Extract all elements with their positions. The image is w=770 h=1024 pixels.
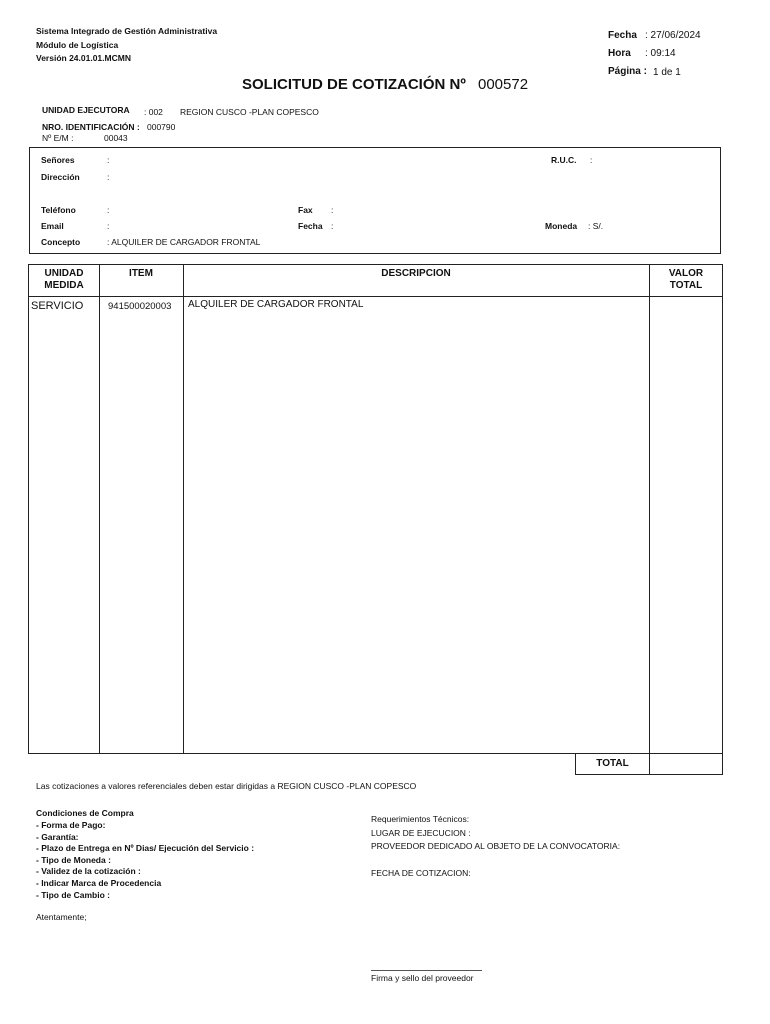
telefono-label: Teléfono <box>41 205 76 215</box>
quotation-note: Las cotizaciones a valores referenciales deben estar dirigidas a REGION CUSCO -PLAN COPESCO <box>36 781 417 791</box>
nem-label: Nº E/M : <box>42 133 74 143</box>
document-number: 000572 <box>478 76 529 93</box>
closing-text: Atentamente; <box>36 912 87 922</box>
ue-code: : 002 <box>144 107 163 117</box>
nro-value: 000790 <box>147 122 176 132</box>
requirements-title: Requerimientos Técnicos: <box>371 814 470 824</box>
table-header-divider <box>28 296 723 297</box>
condition-validity: - Validez de la cotización : <box>36 866 141 876</box>
signature-label: Firma y sello del proveedor <box>371 973 474 983</box>
version-label: Versión 24.01.01.MCMN <box>36 53 131 63</box>
row-unidad: SERVICIO <box>31 300 84 312</box>
concepto-value: : ALQUILER DE CARGADOR FRONTAL <box>107 237 261 247</box>
telefono-colon: : <box>107 205 110 215</box>
document-title: SOLICITUD DE COTIZACIÓN Nº <box>242 76 466 93</box>
requirement-provider: PROVEEDOR DEDICADO AL OBJETO DE LA CONVOCATORIA: <box>371 841 621 851</box>
condition-brand: - Indicar Marca de Procedencia <box>36 878 162 888</box>
ruc-colon: : <box>590 155 593 165</box>
ue-label: UNIDAD EJECUTORA <box>42 105 130 115</box>
col-divider-3 <box>649 264 650 754</box>
fecha-label: Fecha <box>608 30 637 41</box>
hora-value: : 09:14 <box>645 48 676 59</box>
fax-label: Fax <box>298 205 313 215</box>
moneda-value: : S/. <box>588 221 604 231</box>
fax-colon: : <box>331 205 334 215</box>
condition-warranty: - Garantía: <box>36 832 79 842</box>
supplier-fecha-colon: : <box>331 221 334 231</box>
moneda-label: Moneda <box>545 221 578 231</box>
requirement-location: LUGAR DE EJECUCION : <box>371 828 471 838</box>
header-valor: VALOR TOTAL <box>668 268 704 291</box>
ue-value: REGION CUSCO -PLAN COPESCO <box>180 107 319 117</box>
header-item: ITEM <box>129 268 153 279</box>
nro-label: NRO. IDENTIFICACIÓN : <box>42 122 140 132</box>
row-descripcion: ALQUILER DE CARGADOR FRONTAL <box>188 299 364 310</box>
email-label: Email <box>41 221 64 231</box>
ruc-label: R.U.C. <box>551 155 577 165</box>
items-table <box>28 264 723 754</box>
system-name: Sistema Integrado de Gestión Administrativa <box>36 26 218 36</box>
col-divider-1 <box>99 264 100 754</box>
fecha-value: : 27/06/2024 <box>645 30 701 41</box>
concepto-label: Concepto <box>41 237 81 247</box>
row-item: 941500020003 <box>108 301 172 312</box>
hora-label: Hora <box>608 48 631 59</box>
header-unidad: UNIDAD MEDIDA <box>44 268 84 291</box>
direccion-colon: : <box>107 172 110 182</box>
header-descripcion: DESCRIPCION <box>381 268 451 279</box>
col-divider-2 <box>183 264 184 754</box>
total-label: TOTAL <box>596 758 629 769</box>
conditions-title: Condiciones de Compra <box>36 808 134 818</box>
pagina-value: 1 de 1 <box>653 67 681 78</box>
supplier-fecha-label: Fecha <box>298 221 323 231</box>
condition-currency: - Tipo de Moneda : <box>36 855 111 865</box>
senores-colon: : <box>107 155 110 165</box>
email-colon: : <box>107 221 110 231</box>
condition-delivery: - Plazo de Entrega en Nº Dias/ Ejecución del Servicio : <box>36 843 255 853</box>
pagina-label: Página : <box>608 66 647 77</box>
nem-value: 00043 <box>104 133 128 143</box>
condition-payment: - Forma de Pago: <box>36 820 106 830</box>
senores-label: Señores <box>41 155 75 165</box>
requirement-date: FECHA DE COTIZACION: <box>371 868 471 878</box>
direccion-label: Dirección <box>41 172 80 182</box>
signature-line <box>371 970 482 971</box>
condition-exchange: - Tipo de Cambio : <box>36 890 110 900</box>
module-name: Módulo de Logística <box>36 40 119 50</box>
